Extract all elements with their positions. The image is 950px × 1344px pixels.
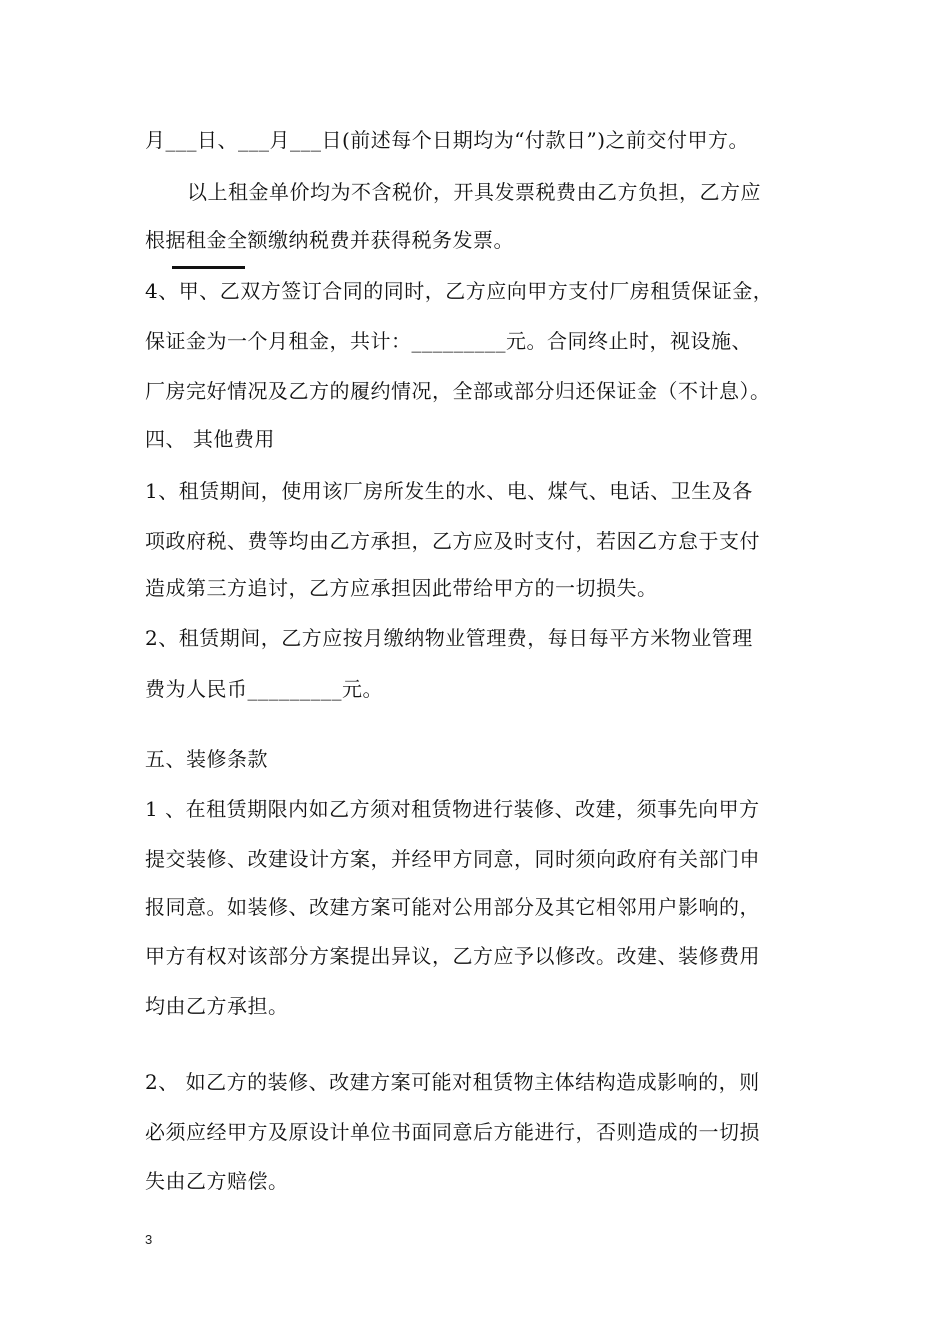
text-line: 均由乙方承担。: [145, 994, 289, 1018]
text-line: 2、租赁期间，乙方应按月缴纳物业管理费，每日每平方米物业管理: [145, 626, 753, 650]
section-heading: 四、 其他费用: [145, 427, 275, 451]
text-line: 根据租金全额缴纳税费并获得税务发票。: [145, 228, 514, 252]
text-line: 1 、在租赁期限内如乙方须对租赁物进行装修、改建，须事先向甲方: [145, 797, 760, 821]
section-heading: 五、装修条款: [145, 747, 268, 771]
text-line: 保证金为一个月租金，共计：_________元。合同终止时，视设施、: [145, 329, 752, 353]
text-line: 造成第三方追讨，乙方应承担因此带给甲方的一切损失。: [145, 576, 658, 600]
text-line: 费为人民币_________元。: [145, 677, 383, 701]
text-line: 4、甲、乙双方签订合同的同时，乙方应向甲方支付厂房租赁保证金，: [145, 279, 774, 303]
text-line: 甲方有权对该部分方案提出异议，乙方应予以修改。改建、装修费用: [145, 944, 760, 968]
text-line: 1、租赁期间，使用该厂房所发生的水、电、煤气、电话、卫生及各: [145, 479, 753, 503]
text-line: 失由乙方赔偿。: [145, 1169, 289, 1193]
text-line: 必须应经甲方及原设计单位书面同意后方能进行，否则造成的一切损: [145, 1120, 760, 1144]
text-line: 提交装修、改建设计方案，并经甲方同意，同时须向政府有关部门申: [145, 847, 760, 871]
text-line: 以上租金单价均为不含税价，开具发票税费由乙方负担，乙方应: [187, 180, 761, 204]
text-line: 项政府税、费等均由乙方承担，乙方应及时支付，若因乙方怠于支付: [145, 529, 760, 553]
text-line: 月___日、___月___日(前述每个日期均为“付款日”)之前交付甲方。: [145, 128, 750, 152]
page-number: 3: [145, 1232, 153, 1247]
decorative-rule: [172, 266, 245, 269]
text-line: 报同意。如装修、改建方案可能对公用部分及其它相邻用户影响的，: [145, 895, 760, 919]
text-line: 厂房完好情况及乙方的履约情况，全部或部分归还保证金（不计息）。: [145, 379, 771, 403]
text-line: 2、 如乙方的装修、改建方案可能对租赁物主体结构造成影响的，则: [145, 1070, 760, 1094]
